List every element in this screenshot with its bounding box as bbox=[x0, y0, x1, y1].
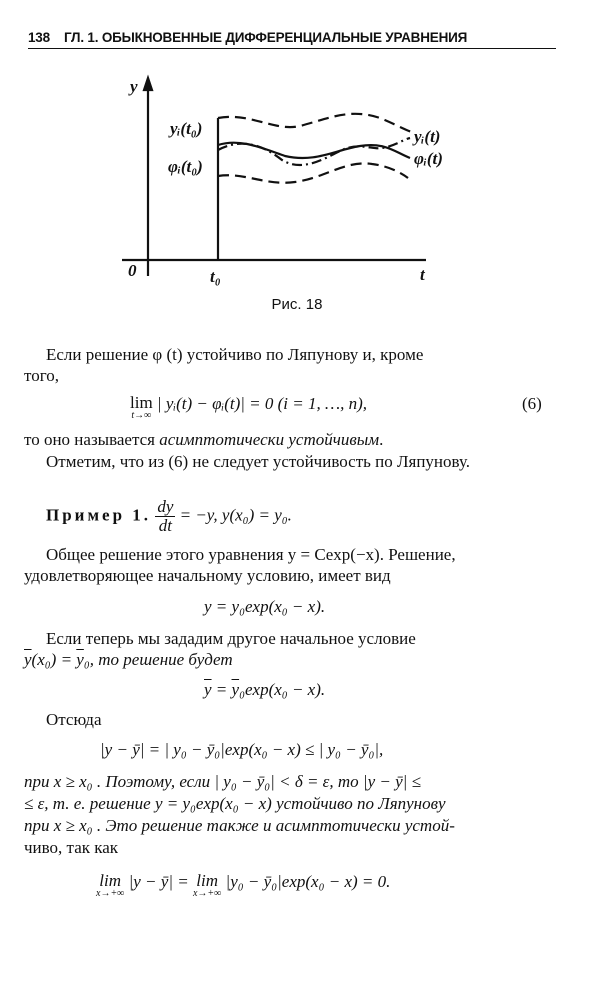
otsyuda: Отсюда bbox=[46, 710, 102, 729]
ex-rest: = −y, y(x₀) = y₀. bbox=[179, 505, 292, 525]
yi-t0-label: yᵢ(t₀) bbox=[170, 119, 203, 138]
para1-line1: Если решение φ (t) устойчиво по Ляпунову и, кроме bbox=[46, 345, 424, 364]
t-axis-label: t bbox=[420, 265, 425, 284]
para2 bbox=[24, 429, 383, 450]
y-axis-label: y bbox=[130, 77, 138, 96]
body-line-a: при x ≥ x₀ . Поэтому, если | y₀ − ȳ₀| < δ = ε, то |y − ȳ| ≤ bbox=[24, 772, 421, 791]
eq6-under: t→∞ bbox=[131, 410, 152, 421]
body-line-d: чиво, так как bbox=[24, 838, 119, 857]
equation-number-6: (6) bbox=[522, 394, 542, 413]
para2-term: асимптотически устойчивым bbox=[159, 430, 380, 449]
figure-caption: Рис. 18 bbox=[271, 296, 323, 313]
figure-18 bbox=[0, 0, 594, 300]
new-cond-line2: $\overline{y}(x_0) = \overline{y}_0$, то решение будет bbox=[24, 650, 233, 669]
example-label: Пример 1. bbox=[46, 505, 152, 525]
lower-bound-curve bbox=[218, 163, 408, 182]
eq6-body: | yᵢ(t) − φᵢ(t)| = 0 (i = 1, …, n), bbox=[156, 394, 368, 413]
page-number: 138 bbox=[28, 30, 50, 45]
yi-t-label: yᵢ(t) bbox=[414, 127, 441, 146]
phi-t-label: φᵢ(t) bbox=[414, 149, 443, 168]
para1-line2: того, bbox=[24, 366, 60, 385]
y-curve bbox=[218, 138, 410, 165]
running-title: ГЛ. 1. ОБЫКНОВЕННЫЕ ДИФФЕРЕНЦИАЛЬНЫЕ УРАВНЕНИЯ bbox=[63, 30, 468, 45]
body-line-b: ≤ ε, т. е. решение y = y₀exp(x₀ − x) устойчиво по Ляпунову bbox=[24, 794, 446, 813]
solution-eq: y = y₀exp(x₀ − x). bbox=[204, 597, 326, 616]
example-1 bbox=[46, 498, 292, 535]
abs-inequality: |y − ȳ| = | y₀ − ȳ₀|exp(x₀ − x) ≤ | y₀ − ȳ₀|, bbox=[100, 740, 384, 759]
ex-num: dy bbox=[157, 497, 174, 516]
general-line1: Общее решение этого уравнения y = Cexp(−x). Решение, bbox=[46, 545, 456, 564]
general-line2: удовлетворяющее начальному условию, имеет вид bbox=[24, 566, 391, 585]
t0-label: t₀ bbox=[210, 267, 221, 286]
para2-text: то оно называется bbox=[24, 430, 160, 449]
final-limit-eq: lim x→+∞ |y − ȳ| = lim x→+∞ |y₀ − ȳ₀|exp(x₀ − x) = 0. bbox=[96, 871, 391, 899]
y-axis-arrow bbox=[144, 78, 152, 90]
ex-den: dt bbox=[158, 516, 172, 535]
para3: Отметим, что из (6) не следует устойчивость по Ляпунову. bbox=[46, 452, 471, 471]
new-cond-line1: Если теперь мы зададим другое начальное условие bbox=[46, 629, 416, 648]
body-line-c: при x ≥ x₀ . Это решение также и асимптотически устой- bbox=[24, 816, 455, 835]
upper-bound-curve bbox=[218, 114, 412, 132]
bar-solution-eq: $\overline{y} = \overline{y}_0\exp(x_0 - x)$. bbox=[204, 680, 326, 699]
origin-label: 0 bbox=[128, 261, 137, 280]
phi-t0-label: φᵢ(t₀) bbox=[168, 157, 203, 176]
para2-end: . bbox=[379, 430, 384, 449]
equation-6 bbox=[130, 394, 367, 422]
eq6-lim: lim bbox=[130, 393, 153, 412]
